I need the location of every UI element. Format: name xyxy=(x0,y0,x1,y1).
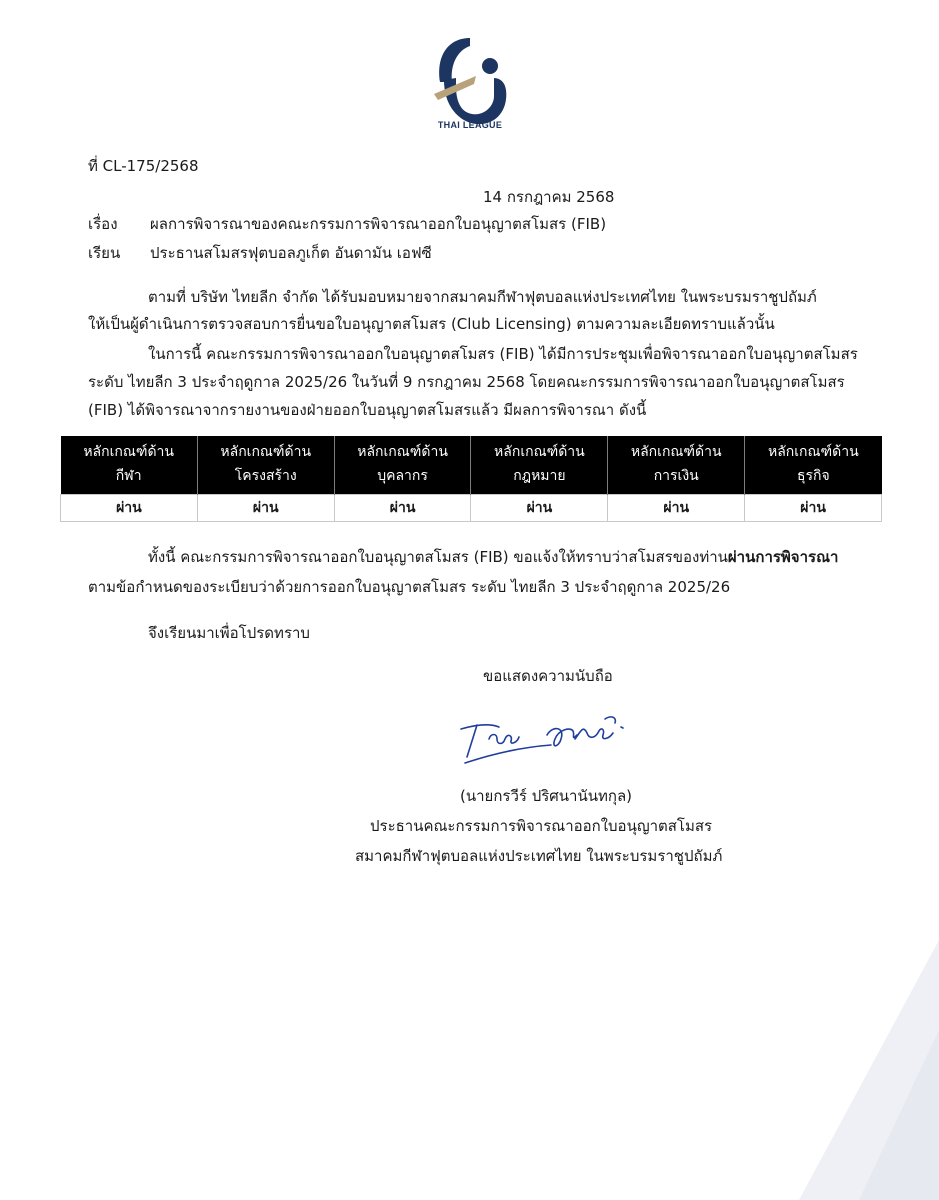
logo-text: THAI LEAGUE xyxy=(437,120,503,130)
header-personnel: หลักเกณฑ์ด้าน บุคลากร xyxy=(334,436,471,495)
signature xyxy=(455,705,645,775)
regards-text: ขอแสดงความนับถือ xyxy=(483,667,613,685)
result-infrastructure: ผ่าน xyxy=(197,495,334,522)
header-financial: หลักเกณฑ์ด้าน การเงิน xyxy=(608,436,745,495)
subject-text: ผลการพิจารณาของคณะกรรมการพิจารณาออกใบอนุญาตสโมสร (FIB) xyxy=(150,215,607,233)
paragraph3-line1 xyxy=(148,546,838,568)
paragraph3-result-bold: ผ่านการพิจารณา xyxy=(727,548,839,566)
result-sport: ผ่าน xyxy=(61,495,198,522)
criteria-table xyxy=(60,436,882,522)
header-business: หลักเกณฑ์ด้าน ธุรกิจ xyxy=(745,436,882,495)
subject-label: เรื่อง xyxy=(88,215,118,233)
paragraph3-line2: ตามข้อกำหนดของระเบียบว่าด้วยการออกใบอนุญาตสโมสร ระดับ ไทยลีก 3 ประจำฤดูกาล 2025/26 xyxy=(88,578,731,596)
header-sport: หลักเกณฑ์ด้าน กีฬา xyxy=(61,436,198,495)
letter-date: 14 กรกฎาคม 2568 xyxy=(483,188,615,206)
result-financial: ผ่าน xyxy=(608,495,745,522)
paragraph2-line2: ระดับ ไทยลีก 3 ประจำฤดูกาล 2025/26 ในวันที่ 9 กรกฎาคม 2568 โดยคณะกรรมการพิจารณาออกใบอนุญาตสโมสร xyxy=(88,373,845,391)
paragraph2-line3: (FIB) ได้พิจารณาจากรายงานของฝ่ายออกใบอนุญาตสโมสรแล้ว มีผลการพิจารณา ดังนี้ xyxy=(88,401,647,419)
paragraph1-line2: ให้เป็นผู้ดำเนินการตรวจสอบการยื่นขอใบอนุญาตสโมสร (Club Licensing) ตามความละเอียดทราบแล้วนั้น xyxy=(88,315,775,333)
result-business: ผ่าน xyxy=(745,495,882,522)
signer-title: ประธานคณะกรรมการพิจารณาออกใบอนุญาตสโมสร xyxy=(370,817,713,835)
header-legal: หลักเกณฑ์ด้าน กฎหมาย xyxy=(471,436,608,495)
paragraph3-text: ทั้งนี้ คณะกรรมการพิจารณาออกใบอนุญาตสโมสร (FIB) ขอแจ้งให้ทราบว่าสโมสรของท่าน xyxy=(148,548,728,566)
result-legal: ผ่าน xyxy=(471,495,608,522)
reference-number: ที่ CL-175/2568 xyxy=(88,157,199,175)
closing-text: จึงเรียนมาเพื่อโปรดทราบ xyxy=(148,624,310,642)
signer-organization: สมาคมกีฬาฟุตบอลแห่งประเทศไทย ในพระบรมราชูปถัมภ์ xyxy=(355,847,723,865)
recipient-label: เรียน xyxy=(88,244,121,262)
watermark-shape xyxy=(739,940,939,1200)
criteria-result-row xyxy=(61,495,882,522)
criteria-header-row xyxy=(61,436,882,495)
result-personnel: ผ่าน xyxy=(334,495,471,522)
recipient-text: ประธานสโมสรฟุตบอลภูเก็ต อันดามัน เอฟซี xyxy=(150,244,432,262)
paragraph1-line1: ตามที่ บริษัท ไทยลีก จำกัด ได้รับมอบหมายจากสมาคมกีฬาฟุตบอลแห่งประเทศไทย ในพระบรมราชูปถัมภ์ xyxy=(148,288,817,306)
paragraph2-line1: ในการนี้ คณะกรรมการพิจารณาออกใบอนุญาตสโมสร (FIB) ได้มีการประชุมเพื่อพิจารณาออกใบอนุญาตสโมสร xyxy=(148,345,858,363)
header-infrastructure: หลักเกณฑ์ด้าน โครงสร้าง xyxy=(197,436,334,495)
signer-name: (นายกรวีร์ ปริศนานันทกุล) xyxy=(460,787,633,805)
